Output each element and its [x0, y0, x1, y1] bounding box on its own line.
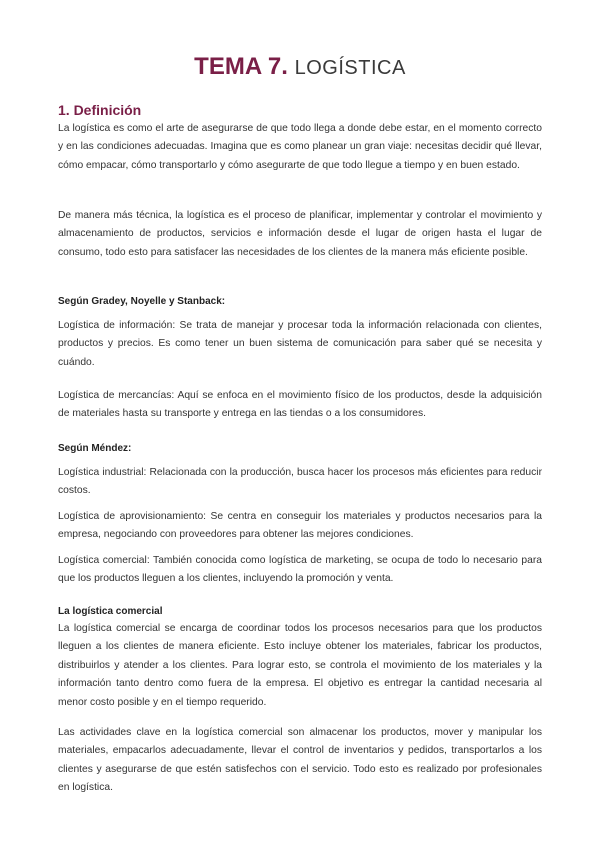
paragraph-logistica-industrial: Logística industrial: Relacionada con la producción, busca hacer los procesos más eficientes para reducir costos. [58, 467, 542, 497]
subheading-mendez: Según Méndez: [58, 443, 132, 454]
paragraph-definicion-2: De manera más técnica, la logística es el proceso de planificar, implementar y controlar el movimiento y almacenamiento de productos, servicios e información desde el lugar de origen hasta el lugar de consumo, todo esto para satisfacer las necesidades de los clientes de la manera más eficiente posible. [58, 210, 542, 258]
subheading-gradey: Según Gradey, Noyelle y Stanback: [58, 296, 226, 307]
paragraph-logistica-informacion: Logística de información: Se trata de manejar y procesar toda la información relacionada con clientes, productos y precios. Es como tener un buen sistema de comunicación para saber qué se necesita y cuándo. [58, 320, 542, 368]
section-heading-definicion: 1. Definición [58, 102, 142, 118]
paragraph-logistica-comercial-def: Logística comercial: También conocida como logística de marketing, se ocupa de todo lo necesario para que los productos lleguen a los clientes, incluyendo la promoción y venta. [58, 555, 542, 585]
paragraph-logistica-mercancias: Logística de mercancías: Aquí se enfoca en el movimiento físico de los productos, desde la adquisición de materiales hasta su transporte y entrega en las tiendas o a los consumidores. [58, 390, 542, 420]
page-title [0, 52, 600, 83]
title-number: TEMA 7. [194, 53, 288, 80]
paragraph-definicion-1: La logística es como el arte de asegurarse de que todo llega a donde debe estar, en el momento correcto y en las condiciones adecuadas. Imagina que es como planear un gran viaje: necesitas decidir qué llevar, cómo empacar, cómo transportarlo y cómo asegurarte de que todo llegue a tiempo y en buen estado. [58, 123, 542, 171]
title-name: LOGÍSTICA [294, 57, 406, 79]
paragraph-comercial-1: La logística comercial se encarga de coordinar todos los procesos necesarios para que los productos lleguen a los clientes de manera eficiente. Esto incluye obtener los materiales, fabricar los productos, distribuirlos y atender a los clientes. Para lograr esto, se controla el movimiento de los materiales y la información tanto dentro como fuera de la empresa. El objetivo es entregar la cantidad necesaria al menor costo posible y en el tiempo requerido. [58, 623, 542, 708]
paragraph-comercial-2: Las actividades clave en la logística comercial son almacenar los productos, mover y manipular los materiales, empacarlos adecuadamente, llevar el control de inventarios y pedidos, transportarlos a los clientes y asegurarse de que estén satisfechos con el servicio. Todo esto es realizado por profesionales en logística. [58, 727, 542, 794]
subheading-logistica-comercial: La logística comercial [58, 606, 163, 617]
paragraph-logistica-aprovisionamiento: Logística de aprovisionamiento: Se centra en conseguir los materiales y productos necesarios para la empresa, negociando con proveedores para obtener las mejores condiciones. [58, 511, 542, 541]
